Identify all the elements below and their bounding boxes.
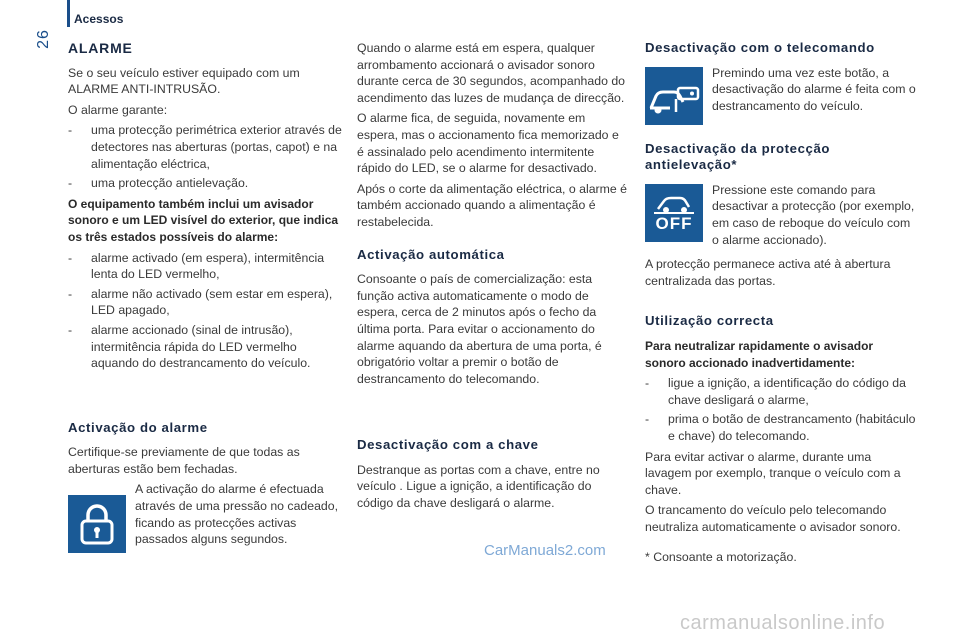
off-label: OFF xyxy=(655,213,693,233)
usage-paragraph-2: O trancamento do veículo pelo telecomando neutraliza automaticamente o avisador sonoro. xyxy=(645,503,901,534)
column-3 xyxy=(645,40,917,570)
section-title: Acessos xyxy=(74,12,124,26)
usage-heading: Utilização correcta xyxy=(645,313,774,329)
remote-block xyxy=(645,65,917,125)
usage-paragraph-1: Para evitar activar o alarme, durante uma lavagem por exemplo, tranque o veículo com a chave. xyxy=(645,449,901,497)
auto-activation-text: Consoante o país de comercialização: esta função activa automaticamente o modo de espera, cerca de 2 minutos após o fecho da última porta. Para evitar o accionamento do alarme aquando da abertura de uma porta, é obrigatório voltar a premir o botão de destrancamento do telecomando. xyxy=(357,272,602,386)
tow-off-icon xyxy=(645,184,703,242)
usage-bold-note: Para neutralizar rapidamente o avisador sonoro accionado inadvertidamente: xyxy=(645,338,874,370)
tilt-block xyxy=(645,182,917,252)
list-item: - alarme activado (em espera), intermitência lenta do LED vermelho, xyxy=(68,250,343,283)
column-2 xyxy=(357,40,629,516)
list-item: - alarme accionado (sinal de intrusão), intermitência rápida do LED vermelho aquando do destrancamento do veículo. xyxy=(68,322,343,372)
activation-icon-text: A activação do alarme é efectuada através de uma pressão no cadeado, ficando as protecções activas passados alguns segundos. xyxy=(135,482,339,547)
header-bar xyxy=(67,0,70,27)
standby-paragraph-2: O alarme fica, de seguida, novamente em espera, mas o accionamento fica memorizado e é assinalado pelo acendimento intermitente rápido do LED, se o alarme for desactivado. xyxy=(357,111,619,176)
watermark-link[interactable]: CarManuals2.com xyxy=(484,542,606,559)
standby-paragraph-3: Após o corte da alimentação eléctrica, o alarme é também accionado quando a alimentação é restabelecida. xyxy=(357,181,627,229)
equipment-note: O equipamento também inclui um avisador sonoro e um LED visível do exterior, que indica os três estados possíveis do alarme: xyxy=(68,196,339,244)
activation-block xyxy=(68,481,343,553)
padlock-icon xyxy=(68,495,126,553)
alarm-heading: ALARME xyxy=(68,40,133,56)
state-list xyxy=(68,250,343,372)
key-deactivation-text: Destranque as portas com a chave, entre no veículo . Ligue a ignição, a identificação do código da chave desligará o alarme. xyxy=(357,462,600,511)
key-deactivation-heading: Desactivação com a chave xyxy=(357,437,539,453)
list-item: - ligue a ignição, a identificação do código da chave desligará o alarme, xyxy=(645,375,917,408)
tilt-note: A protecção permanece activa até à abertura centralizada das portas. xyxy=(645,257,891,288)
guarantees-text: O alarme garante: xyxy=(68,102,168,117)
remote-car-icon xyxy=(645,67,703,125)
alarm-intro: Se o seu veículo estiver equipado com um ALARME ANTI-INTRUSÃO. xyxy=(68,65,300,97)
remote-deactivation-text: Premindo uma vez este botão, a desactivação do alarme é feita com o destrancamento do veículo. xyxy=(712,65,916,113)
tilt-deactivation-heading: Desactivação da protecção antielevação* xyxy=(645,140,831,173)
usage-list xyxy=(645,375,917,444)
list-item: - uma protecção antielevação. xyxy=(68,175,343,192)
auto-activation-heading: Activação automática xyxy=(357,246,505,262)
list-item: - prima o botão de destrancamento (habitáculo e chave) do telecomando. xyxy=(645,411,917,444)
guarantee-list xyxy=(68,122,343,191)
activation-text: Certifique-se previamente de que todas as aberturas estão bem fechadas. xyxy=(68,445,300,476)
list-item: - alarme não activado (sem estar em espera), LED apagado, xyxy=(68,286,343,319)
tilt-deactivation-text: Pressione este comando para desactivar a protecção (por exemplo, em caso de reboque do veículo com o alarme accionado). xyxy=(712,182,915,247)
list-item: - uma protecção perimétrica exterior através de detectores nas aberturas (portas, capot) e na alimentação eléctrica, xyxy=(68,122,343,172)
footnote: * Consoante a motorização. xyxy=(645,550,797,565)
remote-deactivation-heading: Desactivação com o telecomando xyxy=(645,40,875,55)
activation-heading: Activação do alarme xyxy=(68,419,208,435)
standby-paragraph-1: Quando o alarme está em espera, qualquer arrombamento accionará o avisador sonoro durante cerca de 30 segundos, acompanhado do acendimento das luzes de mudança de direcção. xyxy=(357,41,625,105)
footer-url: carmanualsonline.info xyxy=(680,612,886,634)
column-1 xyxy=(68,40,343,557)
